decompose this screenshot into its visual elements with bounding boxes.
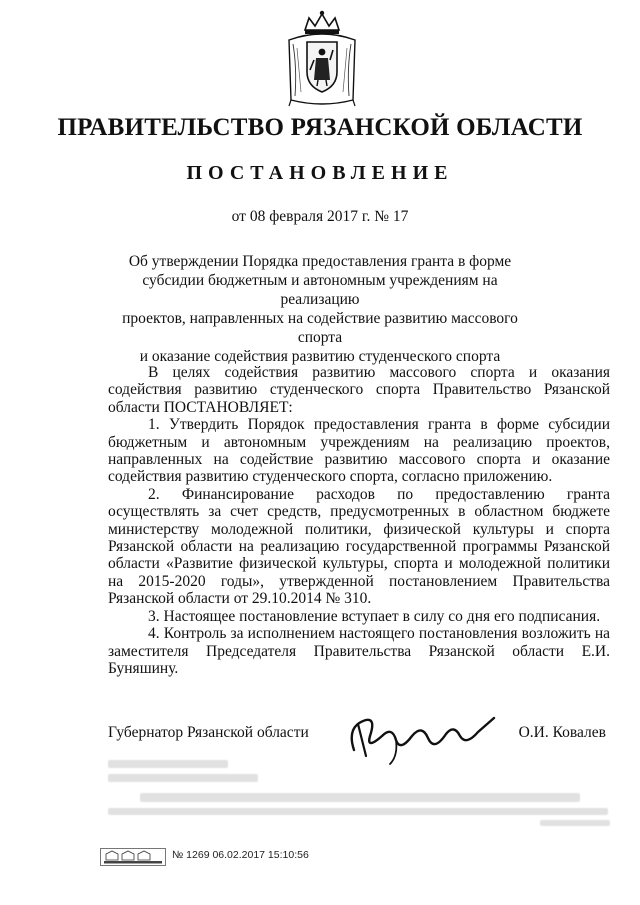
scan-artifact	[140, 793, 580, 802]
registry-stamp-icon	[100, 848, 166, 866]
scan-artifact	[108, 760, 228, 768]
item-paragraph-4: 4. Контроль за исполнением настоящего постановления возложить на заместителя Председателя Правительства Рязанской области Е.И. Буняшину.	[108, 625, 610, 677]
subject-line: и оказание содействия развитию студенческого спорта	[139, 348, 501, 365]
scan-artifact	[108, 774, 258, 782]
preamble-paragraph: В целях содействия развитию массового спорта и оказания содействия развитию студенческого спорта Правительство Рязанской области ПОСТАНОВЛЯЕТ:	[108, 364, 610, 416]
document-type: ПОСТАНОВЛЕНИЕ	[186, 162, 454, 184]
subject-line: проектов, направленных на содействие развитию массового спорта	[122, 310, 518, 346]
item-paragraph-2: 2. Финансирование расходов по предоставлению гранта осуществлять за счет средств, предусмотренных в областном бюджете министерству молодежной политики, физической культуры и спорта Рязанской области на реализацию государственной программы Рязанской области «Развитие физической культуры, спорта и молодежной политики на 2015-2020 годы», утвержденной постановлением Правительства Рязанской области от 29.10.2014 № 310.	[108, 485, 610, 608]
organization-title: ПРАВИТЕЛЬСТВО РЯЗАНСКОЙ ОБЛАСТИ	[57, 114, 583, 141]
item-paragraph-1: 1. Утвердить Порядок предоставления гранта в форме субсидии бюджетным и автономным учреждениям на реализацию проектов, направленных на содействие развитию массового спорта и оказание содействия развитию студенческого спорта, согласно приложению.	[108, 416, 610, 486]
subject-line: субсидии бюджетным и автономным учреждениям на реализацию	[142, 272, 498, 308]
signatory-position: Губернатор Рязанской области	[108, 724, 309, 741]
signatory-name: О.И. Ковалев	[518, 724, 606, 741]
document-body	[108, 364, 610, 677]
document-date: от 08 февраля 2017 г. № 17	[231, 208, 409, 225]
signature-block	[108, 720, 610, 760]
subject-line: Об утверждении Порядка предоставления гранта в форме	[128, 253, 512, 270]
scan-artifact	[540, 820, 610, 826]
coat-of-arms-icon	[283, 8, 361, 108]
scan-artifact	[108, 808, 608, 815]
item-paragraph-3: 3. Настоящее постановление вступает в силу со дня его подписания.	[148, 607, 601, 625]
document-subject	[110, 252, 530, 366]
registration-stamp-text: № 1269 06.02.2017 15:10:56	[172, 849, 309, 861]
handwritten-signature	[336, 706, 506, 766]
